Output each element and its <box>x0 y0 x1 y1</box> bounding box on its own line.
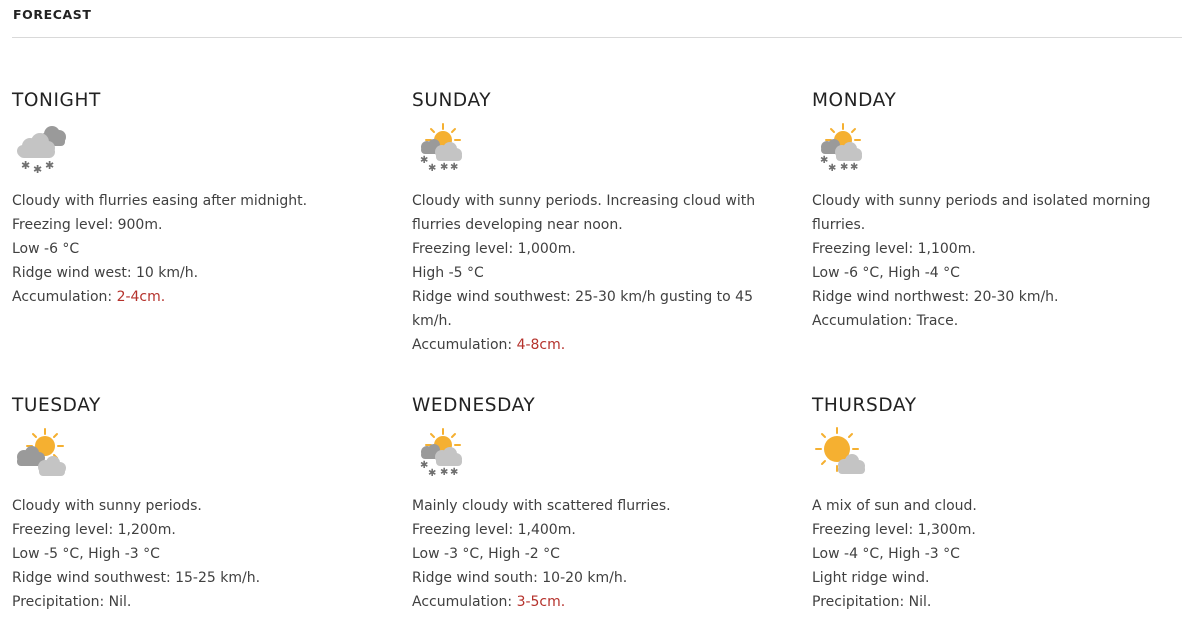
temperature-text: Low -3 °C, High -2 °C <box>412 546 560 562</box>
day-name: TONIGHT <box>12 90 101 111</box>
forecast-day-wednesday <box>412 395 782 614</box>
summary-text: Cloudy with flurries easing after midnight. <box>12 193 308 209</box>
sun-cloud-flurries-icon <box>812 122 872 176</box>
svg-text:✱: ✱ <box>840 162 849 173</box>
summary-text: Cloudy with sunny periods. Increasing cloud with flurries developing near noon. <box>412 193 756 233</box>
precipitation-value: 3-5cm. <box>516 594 566 610</box>
svg-text:✱: ✱ <box>45 159 55 172</box>
freezing-level-text: Freezing level: 1,400m. <box>412 522 576 538</box>
forecast-day-tonight <box>12 90 382 309</box>
precipitation-label: Accumulation: <box>12 289 117 305</box>
ridge-wind-text: Ridge wind northwest: 20-30 km/h. <box>812 289 1059 305</box>
day-name: THURSDAY <box>812 395 917 416</box>
svg-text:✱: ✱ <box>850 162 859 173</box>
svg-text:✱: ✱ <box>820 155 829 166</box>
day-details <box>412 494 782 614</box>
precipitation-line <box>412 590 782 614</box>
svg-text:✱: ✱ <box>440 162 449 173</box>
precipitation-line <box>812 590 1182 614</box>
freezing-level-text: Freezing level: 1,100m. <box>812 241 976 257</box>
mostly-sunny-icon <box>812 427 872 481</box>
svg-text:✱: ✱ <box>420 155 429 166</box>
day-name: SUNDAY <box>412 90 492 111</box>
summary-text: Cloudy with sunny periods and isolated morning flurries. <box>812 193 1151 233</box>
freezing-level-text: Freezing level: 1,000m. <box>412 241 576 257</box>
precipitation-value: 4-8cm. <box>516 337 566 353</box>
svg-text:✱: ✱ <box>450 162 459 173</box>
svg-text:✱: ✱ <box>450 467 459 478</box>
precipitation-label: Accumulation: Trace. <box>812 313 959 329</box>
sun-cloud-flurries-icon <box>412 427 472 481</box>
forecast-day-thursday <box>812 395 1182 614</box>
ridge-wind-text: Ridge wind south: 10-20 km/h. <box>412 570 628 586</box>
svg-text:✱: ✱ <box>428 468 437 479</box>
ridge-wind-text: Ridge wind southwest: 15-25 km/h. <box>12 570 261 586</box>
day-name: TUESDAY <box>12 395 101 416</box>
forecast-header <box>12 0 1182 38</box>
precipitation-label: Accumulation: <box>412 337 517 353</box>
summary-text: A mix of sun and cloud. <box>812 498 977 514</box>
forecast-day-tuesday <box>12 395 382 614</box>
forecast-day-sunday <box>412 90 782 357</box>
svg-text:✱: ✱ <box>440 467 449 478</box>
temperature-text: Low -5 °C, High -3 °C <box>12 546 160 562</box>
day-details <box>812 494 1182 614</box>
forecast-day-monday <box>812 90 1182 333</box>
sun-cloud-flurries-icon <box>412 122 472 176</box>
temperature-text: High -5 °C <box>412 265 484 281</box>
svg-text:✱: ✱ <box>33 163 43 176</box>
svg-text:✱: ✱ <box>21 159 31 172</box>
precipitation-label: Accumulation: <box>412 594 517 610</box>
precipitation-label: Precipitation: Nil. <box>12 594 132 610</box>
sun-cloud-icon <box>12 427 72 481</box>
day-details <box>12 494 382 614</box>
svg-text:✱: ✱ <box>428 163 437 174</box>
temperature-text: Low -6 °C <box>12 241 80 257</box>
day-name: WEDNESDAY <box>412 395 536 416</box>
day-details <box>412 189 782 357</box>
precipitation-line <box>12 590 382 614</box>
freezing-level-text: Freezing level: 1,300m. <box>812 522 976 538</box>
cloudy-flurries-icon <box>12 122 72 176</box>
temperature-text: Low -4 °C, High -3 °C <box>812 546 960 562</box>
precipitation-line <box>412 333 782 357</box>
summary-text: Cloudy with sunny periods. <box>12 498 202 514</box>
day-name: MONDAY <box>812 90 897 111</box>
precipitation-line <box>812 309 1182 333</box>
ridge-wind-text: Light ridge wind. <box>812 570 930 586</box>
freezing-level-text: Freezing level: 900m. <box>12 217 163 233</box>
temperature-text: Low -6 °C, High -4 °C <box>812 265 960 281</box>
freezing-level-text: Freezing level: 1,200m. <box>12 522 176 538</box>
day-details <box>812 189 1182 333</box>
summary-text: Mainly cloudy with scattered flurries. <box>412 498 671 514</box>
svg-text:✱: ✱ <box>420 460 429 471</box>
ridge-wind-text: Ridge wind west: 10 km/h. <box>12 265 199 281</box>
day-details <box>12 189 382 309</box>
svg-text:✱: ✱ <box>828 163 837 174</box>
ridge-wind-text: Ridge wind southwest: 25-30 km/h gusting to 45 km/h. <box>412 289 753 329</box>
precipitation-label: Precipitation: Nil. <box>812 594 932 610</box>
section-title: FORECAST <box>13 7 92 22</box>
precipitation-value: 2-4cm. <box>116 289 166 305</box>
precipitation-line <box>12 285 382 309</box>
